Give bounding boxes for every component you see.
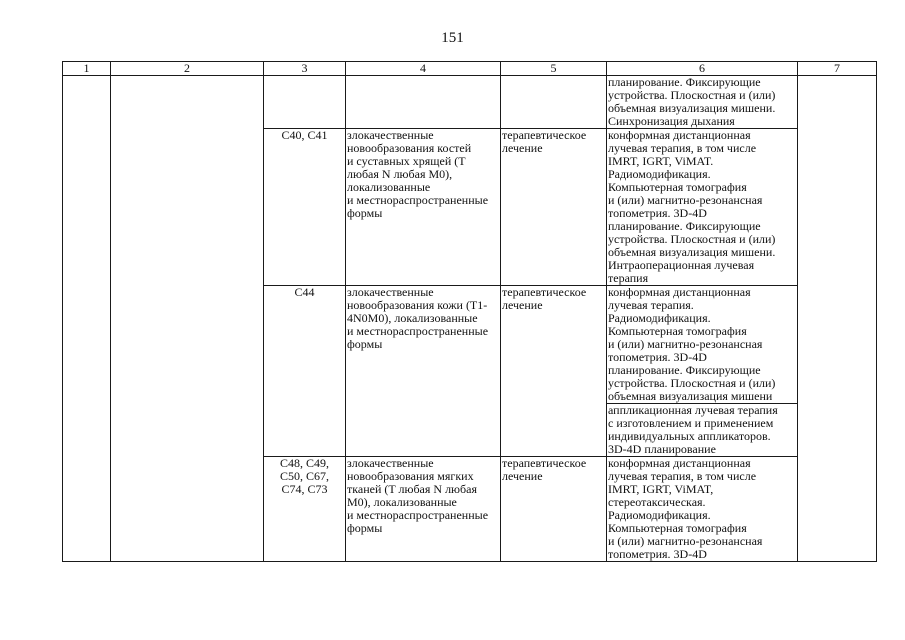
cell-model <box>346 76 501 129</box>
cell-model: злокачественные новообразования костей и суставных хрящей (T любая N любая M0), локализованные и местнораспространенные формы <box>346 129 501 286</box>
column-header-2: 2 <box>111 62 264 76</box>
medical-services-table <box>62 61 877 562</box>
cell-treatment: терапевтическое лечение <box>501 286 607 457</box>
cell-col2 <box>111 76 264 562</box>
cell-codes: C40, C41 <box>264 129 346 286</box>
table-row <box>63 76 877 129</box>
column-header-4: 4 <box>346 62 501 76</box>
cell-method: конформная дистанционная лучевая терапия. Радиомодификация. Компьютерная томография и (или) магнитно-резонансная топометрия. 3D-4D планирование. Фиксирующие устройства. Плоскостная и (или) объемная визуализация мишени <box>607 286 798 404</box>
page-number: 151 <box>441 30 464 46</box>
cell-col7 <box>798 76 877 562</box>
column-header-3: 3 <box>264 62 346 76</box>
column-header-5: 5 <box>501 62 607 76</box>
cell-model: злокачественные новообразования мягких тканей (T любая N любая M0), локализованные и местнораспространенные формы <box>346 457 501 562</box>
cell-treatment <box>501 76 607 129</box>
cell-model: злокачественные новообразования кожи (T1- 4N0M0), локализованные и местнораспространенные формы <box>346 286 501 457</box>
cell-method: аппликационная лучевая терапия с изготовлением и применением индивидуальных аппликаторов. 3D-4D планирование <box>607 404 798 457</box>
cell-method: конформная дистанционная лучевая терапия, в том числе IMRT, IGRT, ViMAT, стереотаксическая. Радиомодификация. Компьютерная томография и (или) магнитно-резонансная топометрия. 3D-4D <box>607 457 798 562</box>
cell-treatment: терапевтическое лечение <box>501 129 607 286</box>
cell-codes <box>264 76 346 129</box>
cell-method: планирование. Фиксирующие устройства. Плоскостная и (или) объемная визуализация мишени. Синхронизация дыхания <box>607 76 798 129</box>
cell-codes: C44 <box>264 286 346 457</box>
column-header-1: 1 <box>63 62 111 76</box>
column-header-7: 7 <box>798 62 877 76</box>
cell-col1 <box>63 76 111 562</box>
cell-treatment: терапевтическое лечение <box>501 457 607 562</box>
cell-codes: C48, C49, C50, C67, C74, C73 <box>264 457 346 562</box>
column-header-6: 6 <box>607 62 798 76</box>
column-number-row <box>63 62 877 76</box>
cell-method: конформная дистанционная лучевая терапия, в том числе IMRT, IGRT, ViMAT. Радиомодификация. Компьютерная томография и (или) магнитно-резонансная топометрия. 3D-4D планирование. Фиксирующие устройства. Плоскостная и (или) объемная визуализация мишени. Интраоперационная лучевая терапия <box>607 129 798 286</box>
